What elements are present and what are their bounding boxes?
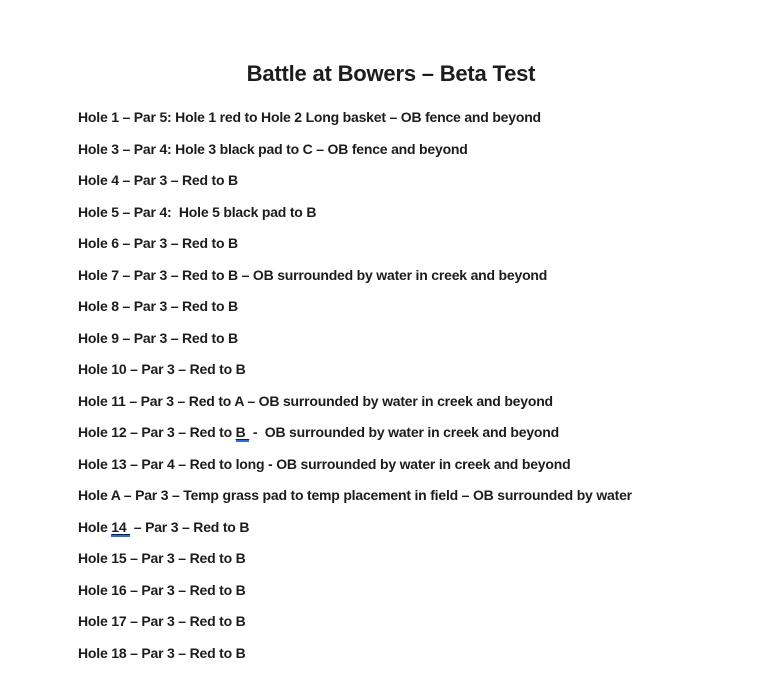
text-segment: - OB surrounded by water in creek and beyond bbox=[249, 424, 559, 440]
text-segment: – Par 3 – Red to B bbox=[130, 518, 250, 535]
doc-paragraph[interactable] bbox=[78, 296, 712, 316]
text-segment: Hole 8 – Par 3 – Red to B bbox=[78, 298, 238, 314]
doc-paragraph[interactable] bbox=[78, 548, 712, 568]
text-segment: Hole 6 – Par 3 – Red to B bbox=[78, 235, 238, 251]
doc-paragraph[interactable] bbox=[78, 422, 712, 442]
doc-paragraph[interactable] bbox=[78, 202, 712, 222]
doc-paragraph[interactable] bbox=[78, 265, 712, 285]
text-segment: Hole 15 – Par 3 – Red to B bbox=[78, 550, 246, 566]
doc-paragraph[interactable] bbox=[78, 454, 712, 474]
text-segment: Hole 10 – Par 3 – Red to B bbox=[78, 361, 246, 377]
text-segment: Hole 17 – Par 3 – Red to B bbox=[78, 613, 246, 629]
text-segment: Hole A – Par 3 – Temp grass pad to temp placement in field – OB surrounded by water bbox=[78, 487, 632, 503]
grammar-suggestion-text[interactable]: 14 bbox=[111, 518, 131, 535]
doc-title[interactable]: Battle at Bowers – Beta Test bbox=[246, 61, 536, 86]
text-segment: Hole bbox=[78, 518, 112, 535]
doc-paragraph[interactable] bbox=[78, 485, 712, 505]
doc-paragraph[interactable] bbox=[78, 328, 712, 348]
doc-paragraph[interactable] bbox=[78, 170, 712, 190]
doc-paragraph[interactable] bbox=[78, 139, 712, 159]
text-segment: Hole 3 – Par 4: Hole 3 black pad to C – OB fence and beyond bbox=[78, 140, 468, 157]
doc-paragraph[interactable] bbox=[78, 580, 712, 600]
doc-paragraph[interactable] bbox=[78, 391, 712, 411]
text-segment: Hole 18 – Par 3 – Red to B bbox=[78, 644, 246, 661]
text-segment: Hole 4 – Par 3 – Red to B bbox=[78, 172, 238, 188]
doc-paragraph[interactable] bbox=[78, 233, 712, 253]
doc-paragraph[interactable] bbox=[78, 611, 712, 631]
doc-body[interactable] bbox=[78, 107, 712, 663]
text-segment: Hole 1 – Par 5: Hole 1 red to Hole 2 Long basket – OB fence and beyond bbox=[78, 109, 541, 125]
text-segment: Hole 12 – Par 3 – Red to bbox=[78, 424, 236, 440]
text-segment: Hole 11 – Par 3 – Red to A – OB surrounded by water in creek and beyond bbox=[78, 392, 553, 409]
text-segment: Hole 7 – Par 3 – Red to B – OB surrounded by water in creek and beyond bbox=[78, 266, 548, 283]
text-segment: Hole 13 – Par 4 – Red to long - OB surrounded by water in creek and beyond bbox=[78, 455, 571, 472]
text-segment: Hole 9 – Par 3 – Red to B bbox=[78, 329, 238, 346]
text-segment: Hole 16 – Par 3 – Red to B bbox=[78, 581, 246, 598]
grammar-suggestion-text[interactable]: B bbox=[235, 424, 250, 440]
doc-paragraph[interactable] bbox=[78, 517, 712, 537]
doc-paragraph[interactable] bbox=[78, 107, 712, 127]
text-segment: Hole 5 – Par 4: Hole 5 black pad to B bbox=[78, 203, 317, 220]
doc-paragraph[interactable] bbox=[78, 359, 712, 379]
doc-paragraph[interactable] bbox=[78, 643, 712, 663]
